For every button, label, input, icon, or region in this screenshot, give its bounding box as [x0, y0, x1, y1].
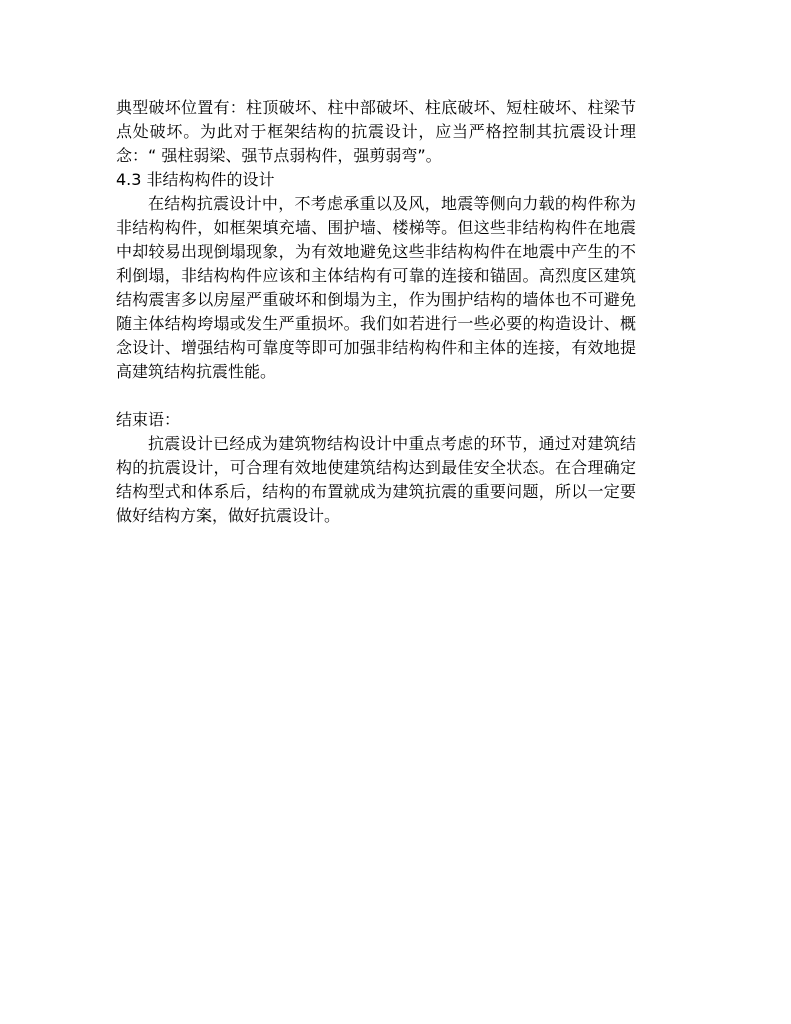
intro-paragraph: 典型破坏位置有：柱顶破坏、柱中部破坏、柱底破坏、短柱破坏、柱梁节点处破坏。为此对于框架结构的抗震设计，应当严格控制其抗震设计理念：“ 强柱弱梁、强节点弱构件，强剪弱弯”。 [116, 98, 636, 165]
section-heading: 4.3 非结构构件的设计 [116, 170, 275, 189]
section-paragraph: 在结构抗震设计中，不考虑承重以及风，地震等侧向力载的构件称为非结构构件，如框架填充墙、围护墙、楼梯等。但这些非结构构件在地震中却较易出现倒塌现象，为有效地避免这些非结构构件在地震中产生的不利倒塌，非结构构件应该和主体结构有可靠的连接和锚固。高烈度区建筑结构震害多以房屋严重破坏和倒塌为主，作为围护结构的墙体也不可避免随主体结构垮塌或发生严重损坏。我们如若进行一些必要的构造设计、概念设计、增强结构可靠度等即可加强非结构构件和主体的连接，有效地提高建筑结构抗震性能。 [116, 194, 636, 381]
conclusion-heading: 结束语： [116, 410, 181, 429]
document-body [116, 96, 636, 528]
paragraph-spacer [116, 384, 636, 408]
conclusion-paragraph: 抗震设计已经成为建筑物结构设计中重点考虑的环节，通过对建筑结构的抗震设计，可合理有效地使建筑结构达到最佳安全状态。在合理确定结构型式和体系后，结构的布置就成为建筑抗震的重要问题，所以一定要做好结构方案，做好抗震设计。 [116, 434, 636, 525]
